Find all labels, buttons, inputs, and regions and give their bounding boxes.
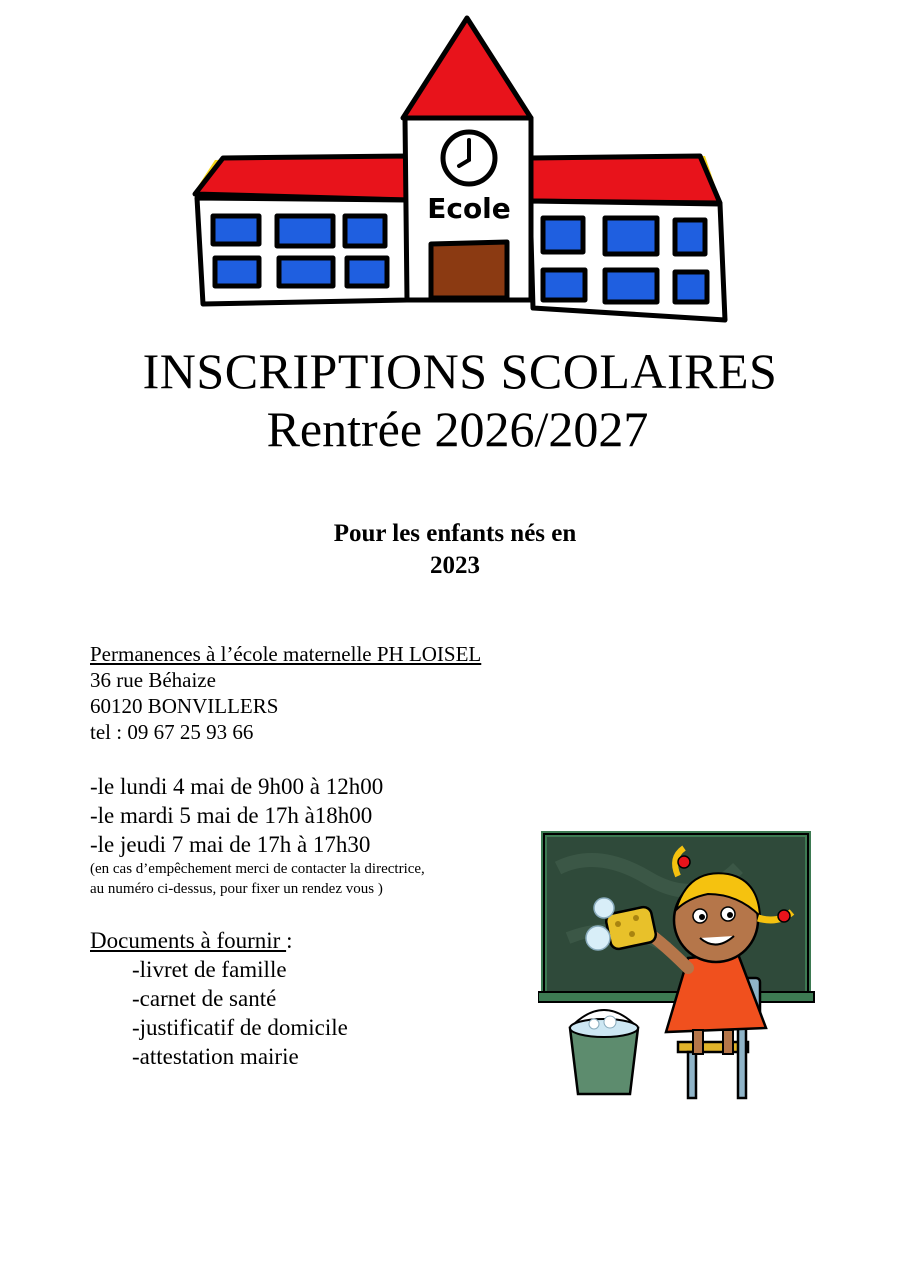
- location-info: [90, 641, 481, 745]
- target-children: [0, 518, 900, 582]
- location-heading: Permanences à l’école maternelle PH LOISEL: [90, 642, 482, 666]
- documents-heading-row: [90, 926, 348, 955]
- document-item: -livret de famille: [132, 957, 287, 982]
- phone-number: tel : 09 67 25 93 66: [90, 720, 254, 744]
- child-blackboard-illustration: [538, 828, 818, 1103]
- documents-section: [90, 926, 348, 1071]
- schedule-day: -le jeudi 7 mai de 17h à 17h30: [90, 832, 371, 857]
- document-item: -carnet de santé: [132, 986, 277, 1011]
- school-year: Rentrée 2026/2027: [266, 401, 649, 457]
- document-item: -justificatif de domicile: [132, 1015, 348, 1040]
- schedule: [90, 772, 425, 899]
- schedule-day: -le mardi 5 mai de 17h à18h00: [90, 803, 373, 828]
- school-sign-text: Ecole: [427, 192, 511, 225]
- school-illustration: [185, 8, 735, 328]
- birth-year: 2023: [430, 552, 480, 579]
- schedule-day: -le lundi 4 mai de 9h00 à 12h00: [90, 774, 384, 799]
- city-address: 60120 BONVILLERS: [90, 694, 279, 718]
- schedule-note-line1: (en cas d’empêchement merci de contacter la directrice,: [90, 861, 425, 877]
- document-item: -attestation mairie: [132, 1044, 299, 1069]
- main-title: INSCRIPTIONS SCOLAIRES: [142, 343, 778, 399]
- schedule-note-line2: au numéro ci-dessus, pour fixer un rendez vous ): [90, 881, 383, 897]
- subtitle-line1: Pour les enfants nés en: [333, 520, 577, 547]
- documents-heading: Documents à fournir: [90, 928, 287, 953]
- documents-colon: :: [286, 928, 293, 953]
- street-address: 36 rue Béhaize: [90, 668, 216, 692]
- title-block: [0, 342, 900, 458]
